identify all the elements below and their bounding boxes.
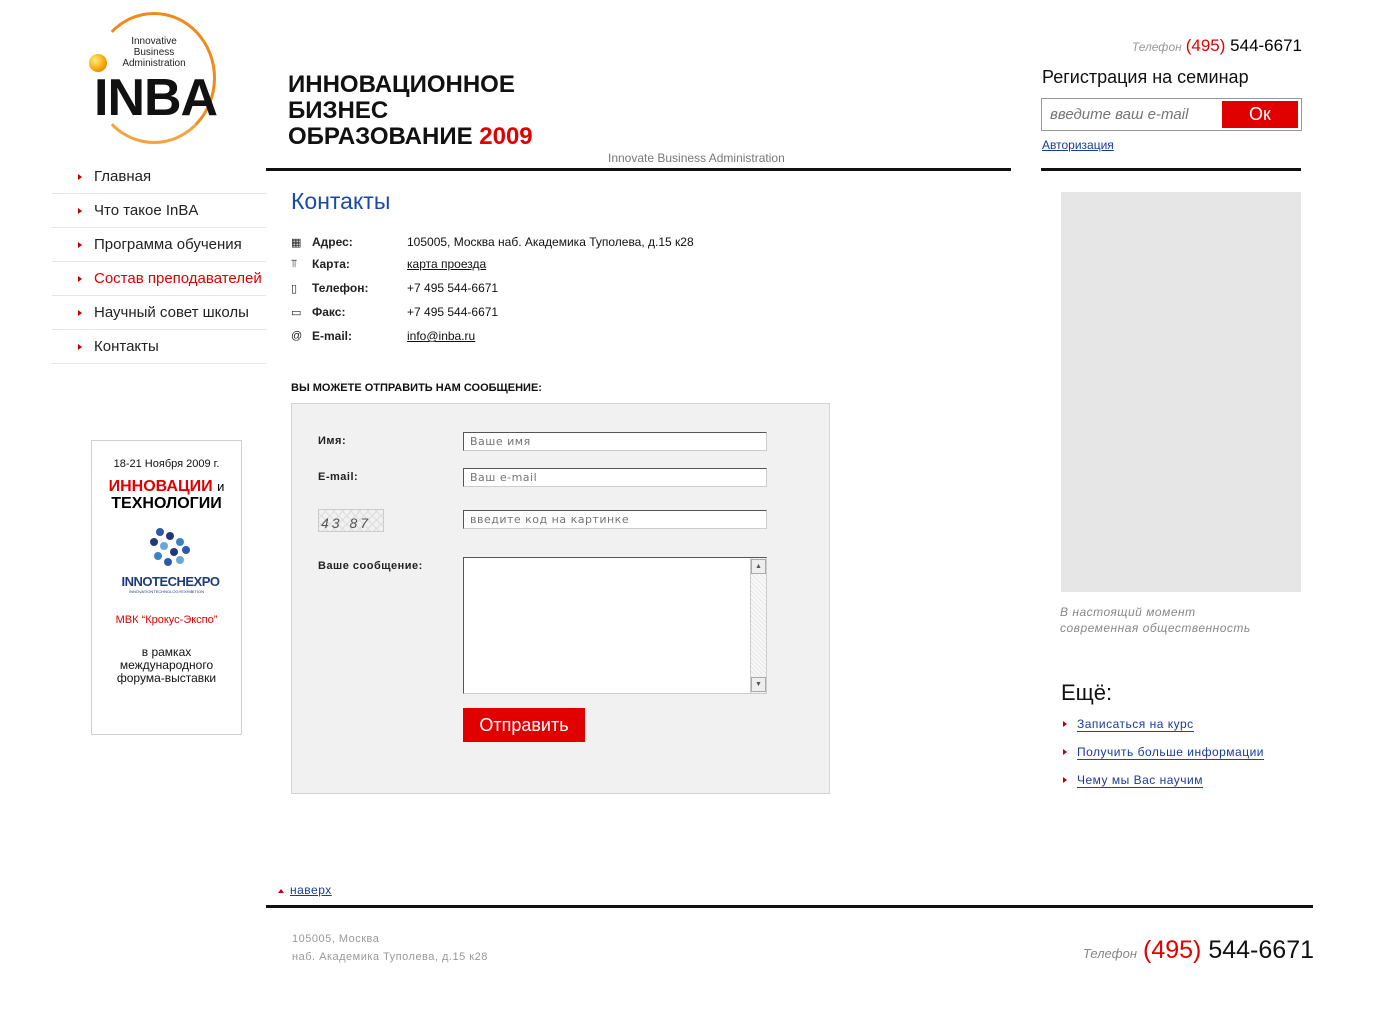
- header-divider: [266, 168, 1011, 171]
- nav-arrow-icon: [78, 242, 82, 248]
- scroll-up-icon[interactable]: ▲: [751, 559, 766, 574]
- site-title: ИННОВАЦИОННОЕ БИЗНЕС ОБРАЗОВАНИЕ 2009: [288, 71, 533, 150]
- nav-item-about[interactable]: Что такое InBA: [52, 194, 266, 228]
- title-year: 2009: [479, 123, 533, 150]
- at-icon: @: [291, 330, 303, 342]
- nav-arrow-icon: [78, 208, 82, 214]
- building-icon: ▦: [291, 236, 302, 249]
- banner-within: в рамках международного форума-выставки: [116, 645, 217, 685]
- inba-logo[interactable]: [86, 10, 216, 145]
- footer-address: 105005, Москва наб. Академика Туполева, д.15 к28: [292, 933, 488, 963]
- fax-icon: ▭: [291, 306, 302, 319]
- message-textarea[interactable]: [463, 557, 767, 694]
- expo-dots-icon: [146, 528, 190, 572]
- logo-subtitle: Innovative Business Administration: [122, 36, 186, 69]
- more-link-enroll[interactable]: Записаться на курс: [1063, 717, 1194, 731]
- arrow-icon: [1063, 721, 1067, 727]
- to-top-link[interactable]: наверх: [278, 883, 332, 897]
- banner-headline: ИННОВАЦИИ и ТЕХНОЛОГИИ: [108, 478, 225, 512]
- footer-phone: Телефон (495) 544-6671: [1082, 936, 1314, 964]
- innotech-expo-banner[interactable]: [91, 440, 242, 735]
- captcha-input[interactable]: [463, 510, 767, 529]
- message-form-heading: ВЫ МОЖЕТЕ ОТПРАВИТЬ НАМ СООБЩЕНИЕ:: [291, 382, 542, 394]
- email-label: E-mail:: [318, 471, 359, 483]
- scroll-down-icon[interactable]: ▼: [751, 677, 766, 692]
- nav-arrow-icon: [78, 276, 82, 282]
- more-title: Ещё:: [1061, 680, 1113, 705]
- auth-link[interactable]: Авторизация: [1042, 138, 1114, 152]
- logo-wordmark: INBA: [94, 69, 218, 127]
- more-link-info[interactable]: Получить больше информации: [1063, 745, 1264, 759]
- nav-item-program[interactable]: Программа обучения: [52, 228, 266, 262]
- right-caption: В настоящий момент современная общественность: [1060, 605, 1251, 635]
- contact-phone: ▯ Телефон: +7 495 544-6671: [291, 281, 499, 295]
- map-link[interactable]: карта проезда: [407, 257, 487, 271]
- map-pin-icon: ⫪: [291, 257, 298, 270]
- mobile-phone-icon: ▯: [291, 282, 298, 295]
- message-form: [291, 403, 830, 794]
- contact-fax: ▭ Факс: +7 495 544-6671: [291, 305, 499, 319]
- footer-divider: [266, 905, 1313, 908]
- nav-item-council[interactable]: Научный совет школы: [52, 296, 266, 330]
- contact-map: ⫪ Карта: карта проезда: [291, 257, 487, 271]
- message-scrollbar[interactable]: [750, 558, 766, 693]
- seminar-title: Регистрация на семинар: [1042, 67, 1249, 87]
- arrow-icon: [1063, 777, 1067, 783]
- send-button[interactable]: Отправить: [463, 708, 585, 742]
- top-phone: Телефон (495) 544-6671: [1131, 36, 1302, 55]
- contact-email: @ E-mail: info@inba.ru: [291, 329, 476, 343]
- more-link-teach[interactable]: Чему мы Вас научим: [1063, 773, 1203, 787]
- arrow-icon: [1063, 749, 1067, 755]
- up-arrow-icon: [278, 889, 284, 893]
- nav-arrow-icon: [78, 310, 82, 316]
- nav-item-contacts[interactable]: Контакты: [52, 330, 266, 364]
- tagline: Innovate Business Administration: [608, 151, 785, 165]
- name-label: Имя:: [318, 435, 347, 447]
- nav-item-teachers[interactable]: Состав преподавателей: [52, 262, 266, 296]
- main-nav: [52, 160, 266, 364]
- contact-address: ▦ Адрес: 105005, Москва наб. Академика Туполева, д.15 к28: [291, 235, 694, 249]
- page-title: Контакты: [291, 188, 391, 214]
- email-input[interactable]: [463, 468, 767, 487]
- seminar-form: [1041, 98, 1302, 131]
- nav-arrow-icon: [78, 174, 82, 180]
- seminar-ok-button[interactable]: Ок: [1222, 101, 1298, 128]
- captcha-image: 43 87: [318, 509, 384, 532]
- nav-item-home[interactable]: Главная: [52, 160, 266, 194]
- banner-venue: МВК “Крокус-Экспо”: [115, 614, 218, 626]
- email-link[interactable]: info@inba.ru: [407, 329, 476, 343]
- name-input[interactable]: [463, 432, 767, 451]
- innotech-expo-logo: INNOTECHEXPO INNOVATIONTECHNOLOGYEXHIBITION: [122, 526, 212, 596]
- right-header-divider: [1041, 168, 1301, 171]
- message-label: Ваше сообщение:: [318, 560, 423, 572]
- nav-arrow-icon: [78, 344, 82, 350]
- seminar-email-input[interactable]: [1044, 101, 1222, 128]
- right-banner-placeholder: [1061, 192, 1301, 592]
- banner-date: 18-21 Ноября 2009 г.: [113, 458, 220, 470]
